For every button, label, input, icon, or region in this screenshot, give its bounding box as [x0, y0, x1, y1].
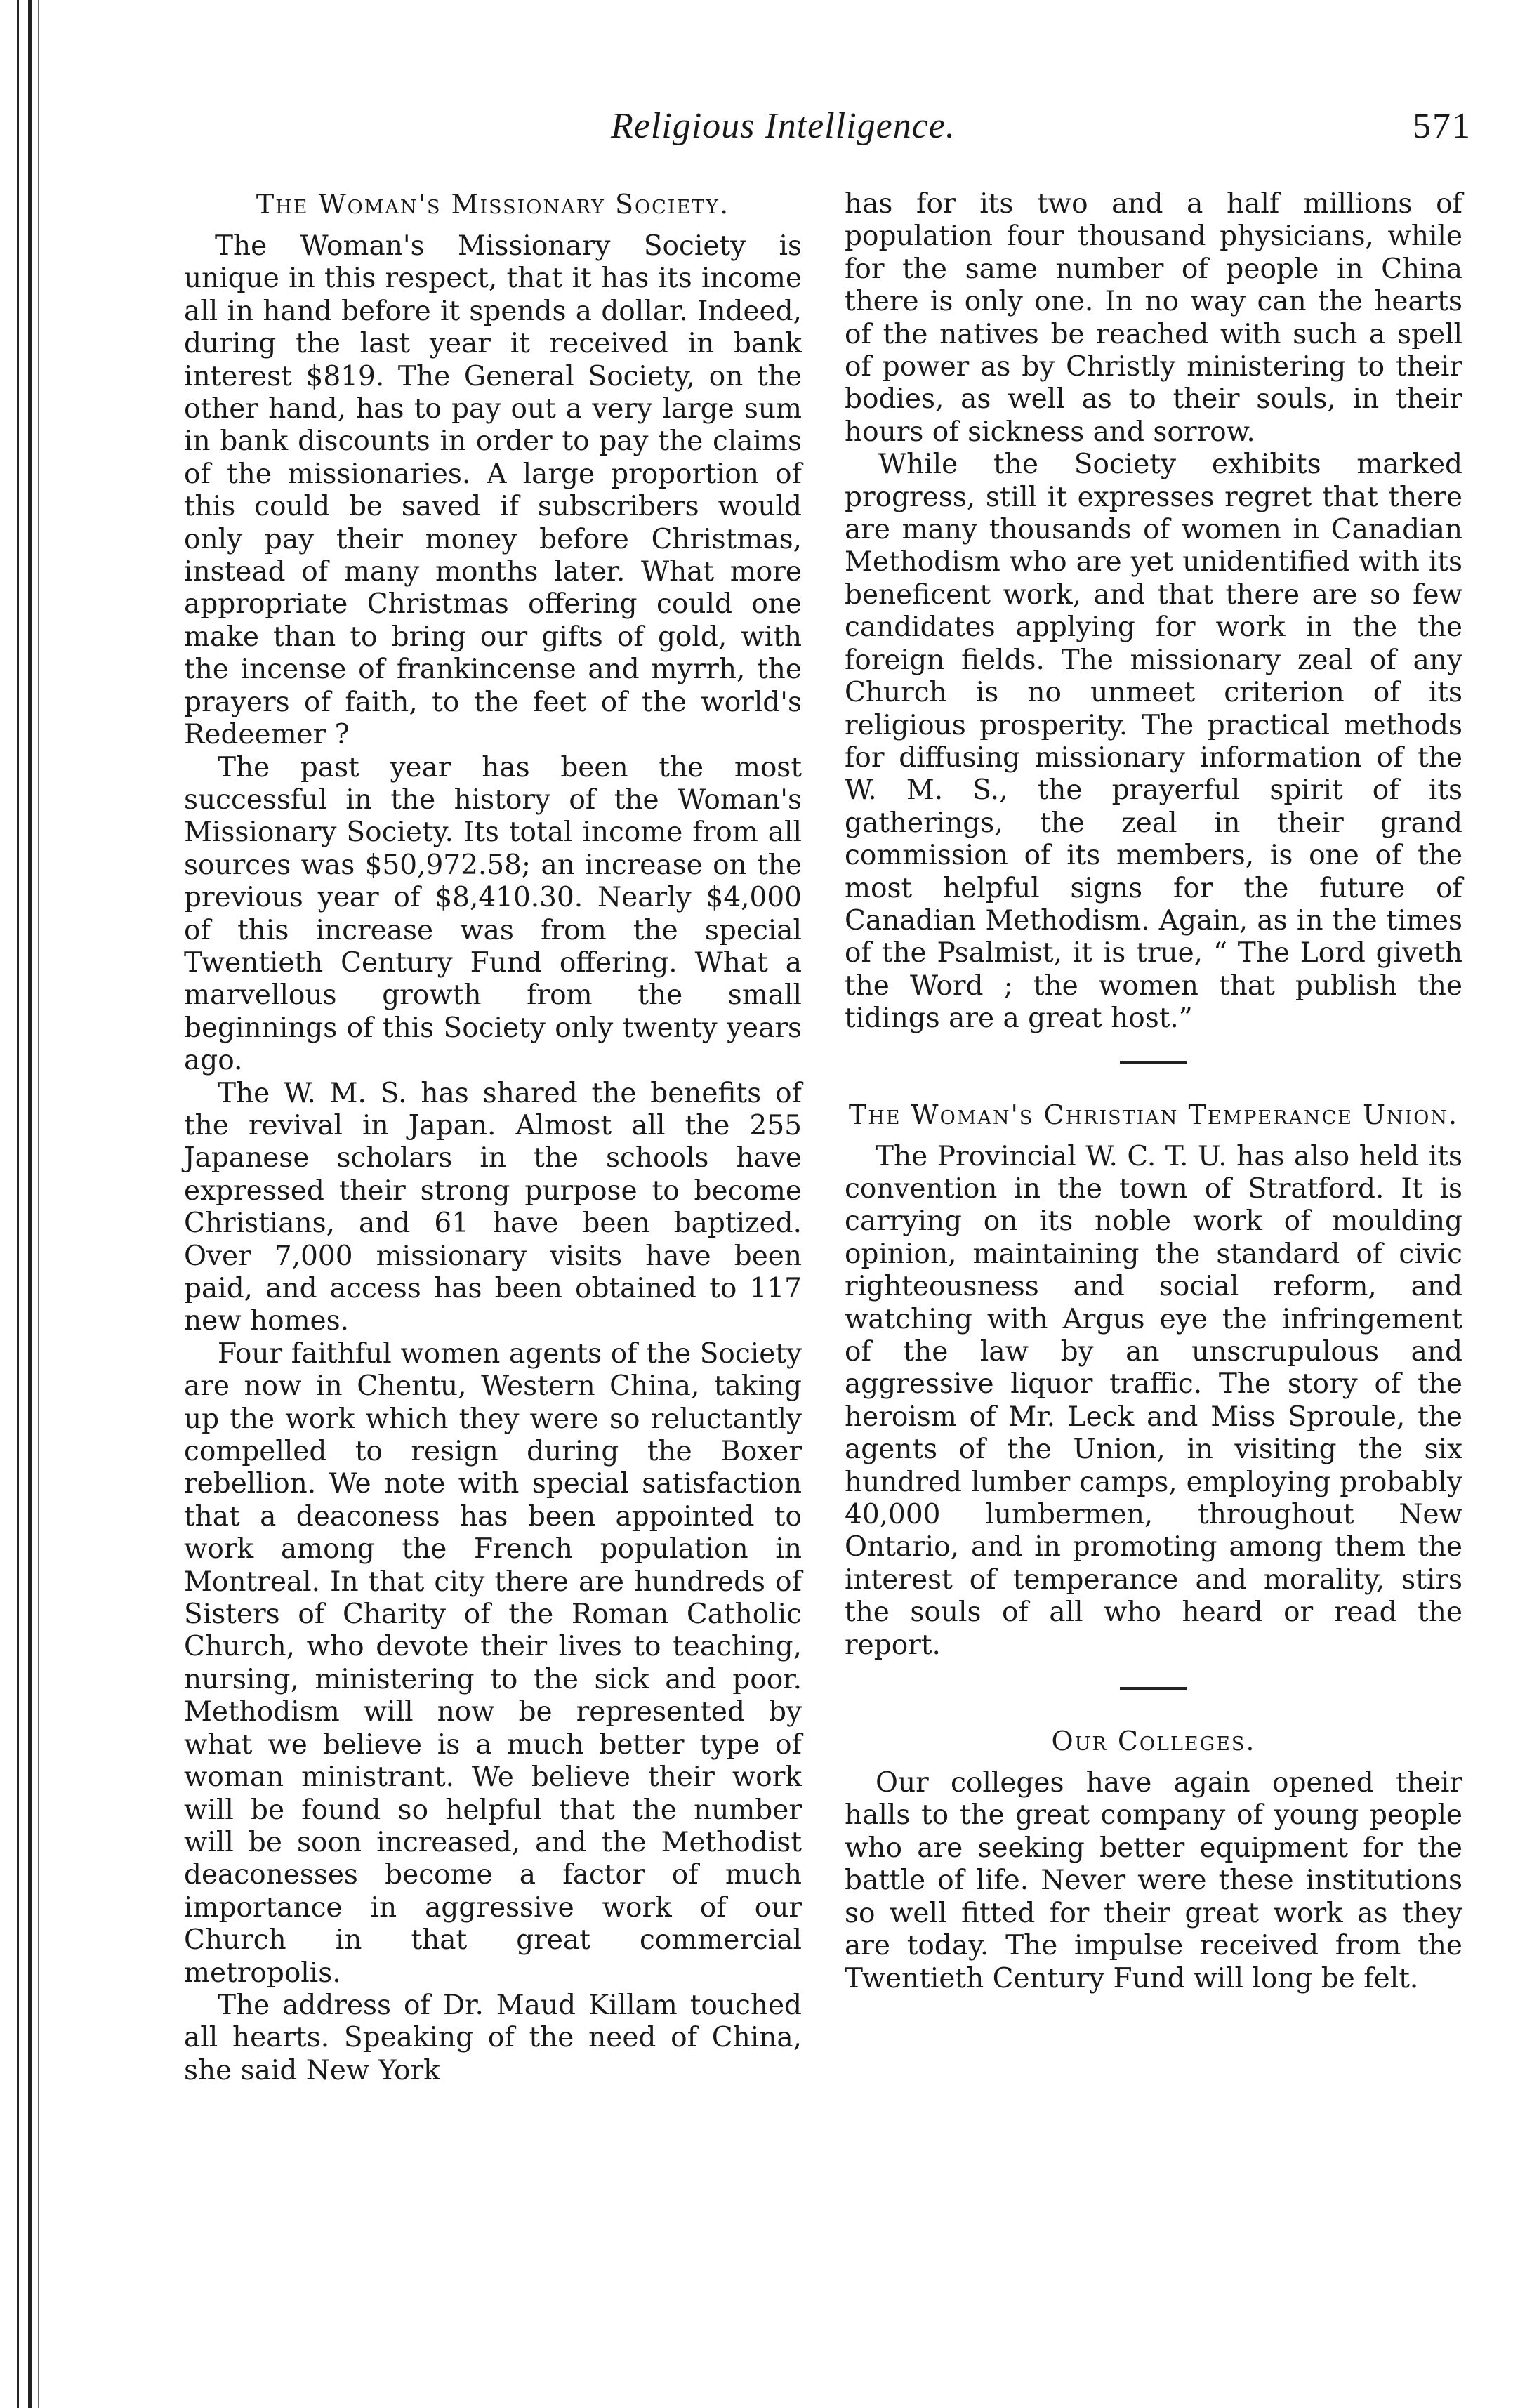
paragraph: has for its two and a half millions of population four thousand physicians, while for the same number of people in China there is only one. In no way can the hearts of the natives be reached with such a spell of power as by Christly ministering to their bodies, as well as to their souls, in their hours of sickness and sorrow.	[845, 188, 1462, 448]
section-title-wms: The Woman's Missionary Society.	[256, 189, 730, 220]
binding-rule	[38, 0, 39, 2408]
section-divider	[1120, 1687, 1187, 1690]
paragraph: The Woman's Missionary Society is unique in this respect, that it has its income all in hand before it spends a dollar. Indeed, during the last year it received in bank interest $819. The General Society, on the other hand, has to pay out a very large sum in bank discounts in order to pay the claims of the missionaries. A large proportion of this could be saved if subscribers would only pay their money before Christmas, instead of many months later. What more appropriate Christmas offering could one make than to bring our gifts of gold, with the incense of frankincense and myrrh, the prayers of faith, to the feet of the world's Redeemer ?	[184, 230, 802, 751]
page-number: 571	[1413, 106, 1472, 146]
section-title-wctu: The Woman's Christian Temperance Union.	[848, 1099, 1459, 1130]
running-head: Religious Intelligence.	[611, 106, 956, 146]
paragraph: The W. M. S. has shared the benefits of the revival in Japan. Almost all the 255 Japanese scholars in the schools have expressed their strong purpose to become Christians, and 61 have been baptized. Over 7,000 missionary visits have been paid, and access has been obtained to 117 new homes.	[184, 1077, 802, 1337]
right-column	[845, 188, 1462, 1995]
paragraph: The address of Dr. Maud Killam touched all hearts. Speaking of the need of China, she said New York	[184, 1989, 802, 2086]
section-title-colleges: Our Colleges.	[1051, 1726, 1256, 1757]
page-binding-edge	[17, 0, 41, 2408]
paragraph: The Provincial W. C. T. U. has also held its convention in the town of Stratford. It is carrying on its noble work of moulding opinion, maintaining the standard of civic righteousness and social reform, and watching with Argus eye the infringement of the law by an unscrupulous and aggressive liquor traffic. The story of the heroism of Mr. Leck and Miss Sproule, the agents of the Union, in visiting the six hundred lumber camps, employing probably 40,000 lumbermen, throughout New Ontario, and in promoting among them the interest of temperance and morality, stirs the souls of all who heard or read the report.	[845, 1140, 1462, 1661]
binding-rule	[17, 0, 19, 2408]
paragraph: Our colleges have again opened their halls to the great company of young people who are seeking better equipment for the battle of life. Never were these institutions so well fitted for their great work as they are today. The impulse received from the Twentieth Century Fund will long be felt.	[845, 1767, 1462, 1994]
section-divider	[1120, 1061, 1187, 1064]
binding-rule	[28, 0, 32, 2408]
paragraph: The past year has been the most successful in the history of the Woman's Missionary Society. Its total income from all sources was $50,972.58; an increase on the previous year of $8,410.30. Nearly $4,000 of this increase was from the special Twentieth Century Fund offering. What a marvellous growth from the small beginnings of this Society only twenty years ago.	[184, 751, 802, 1077]
paragraph: Four faithful women agents of the Society are now in Chentu, Western China, taking up the work which they were so reluctantly compelled to resign during the Boxer rebellion. We note with special satisfaction that a deaconess has been appointed to work among the French population in Montreal. In that city there are hundreds of Sisters of Charity of the Roman Catholic Church, who devote their lives to teaching, nursing, ministering to the sick and poor. Methodism will now be represented by what we believe is a much better type of woman ministrant. We believe their work will be found so helpful that the number will be soon increased, and the Methodist deaconesses become a factor of much importance in aggressive work of our Church in that great commercial metropolis.	[184, 1337, 802, 1989]
left-column	[184, 188, 802, 2087]
paragraph: While the Society exhibits marked progress, still it expresses regret that there are many thousands of women in Canadian Methodism who are yet unidentified with its beneficent work, and that there are so few candidates applying for work in the the foreign fields. The missionary zeal of any Church is no unmeet criterion of its religious prosperity. The practical methods for diffusing missionary information of the W. M. S., the prayerful spirit of its gatherings, the zeal in their grand commission of its members, is one of the most helpful signs for the future of Canadian Methodism. Again, as in the times of the Psalmist, it is true, “ The Lord giveth the Word ; the women that publish the tidings are a great host.”	[845, 449, 1462, 1035]
